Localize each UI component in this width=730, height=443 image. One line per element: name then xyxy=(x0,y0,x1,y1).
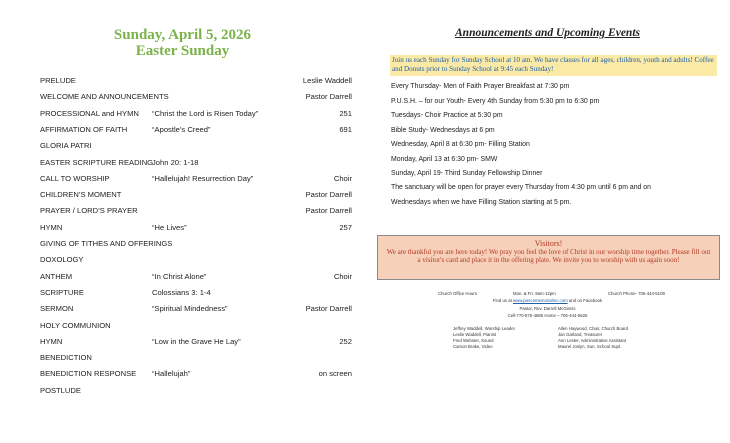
order-row xyxy=(40,386,352,400)
announcements-panel xyxy=(365,0,730,443)
event-line: Tuesdays- Choir Practice at 5:30 pm xyxy=(391,112,503,119)
staff-entry: Ann Lester, Administrative Assistant xyxy=(558,338,627,343)
order-item: ANTHEM xyxy=(40,271,73,281)
order-leader: Pastor Darrell xyxy=(305,206,352,216)
order-detail: Colossians 3: 1-4 xyxy=(152,287,211,297)
order-row xyxy=(40,353,352,367)
order-leader: 252 xyxy=(339,336,352,346)
order-detail: “Low in the Grave He Lay” xyxy=(152,336,241,346)
order-detail: “He Lives” xyxy=(152,222,187,232)
staff-entry: Allen Haywood, Chair, Church Board xyxy=(558,326,628,331)
find-us-suffix: and on Facebook xyxy=(568,298,603,303)
order-row xyxy=(40,109,352,123)
order-row xyxy=(40,141,352,155)
order-row xyxy=(40,288,352,302)
church-phone: Church Phone- 706-444-5108 xyxy=(608,291,665,296)
order-detail: “Hallelujah” xyxy=(152,369,191,379)
pastor-name: Pastor, Rev. Darrell McGinnis xyxy=(519,306,576,311)
order-row xyxy=(40,125,352,139)
order-item: PRAYER / LORD’S PRAYER xyxy=(40,206,138,216)
find-us-line xyxy=(365,298,730,303)
order-row xyxy=(40,76,352,90)
staff-entry: Fred Webster, Sound xyxy=(453,338,494,343)
order-row xyxy=(40,92,352,106)
order-detail: “Spiritual Mindedness” xyxy=(152,304,228,314)
order-item: HYMN xyxy=(40,336,63,346)
order-row xyxy=(40,190,352,204)
order-row xyxy=(40,206,352,220)
announcements-title: Announcements and Upcoming Events xyxy=(455,27,640,39)
order-detail: “Hallelujah! Resurrection Day” xyxy=(152,173,254,183)
order-row xyxy=(40,255,352,269)
order-leader: Pastor Darrell xyxy=(305,304,352,314)
order-item: PROCESSIONAL and HYMN xyxy=(40,108,139,118)
event-line: Wednesdays when we have Filling Station starting at 5 pm. xyxy=(391,199,572,206)
order-item: HYMN xyxy=(40,222,63,232)
event-line: Every Thursday- Men of Faith Prayer Breakfast at 7:30 pm xyxy=(391,83,570,90)
order-item: POSTLUDE xyxy=(40,385,81,395)
order-leader: on screen xyxy=(318,369,352,379)
order-detail: “Christ the Lord is Risen Today” xyxy=(152,108,259,118)
find-us-prefix: Find us at xyxy=(492,298,512,303)
event-line: Monday, April 13 at 6:30 pm- SMW xyxy=(391,156,498,163)
staff-entry: Jan Garland, Treasurer xyxy=(558,332,603,337)
event-line: P.U.S.H. – for our Youth- Every 4th Sunday from 5:30 pm to 6:30 pm xyxy=(391,98,600,105)
order-row xyxy=(40,369,352,383)
staff-entry: Carson Brake, Video xyxy=(453,344,493,349)
order-item: SCRIPTURE xyxy=(40,287,84,297)
order-detail: “Apostle’s Creed” xyxy=(152,124,211,134)
order-leader: 251 xyxy=(339,108,352,118)
office-hours: Mon. & Fri. 9am-12pm xyxy=(513,291,556,296)
order-item: AFFIRMATION OF FAITH xyxy=(40,124,128,134)
event-line: Sunday, April 19- Third Sunday Fellowship Dinner xyxy=(391,170,543,177)
order-row xyxy=(40,158,352,172)
order-item: WELCOME AND ANNOUNCEMENTS xyxy=(40,92,169,102)
order-leader: 691 xyxy=(339,124,352,134)
order-item: HOLY COMMUNION xyxy=(40,320,111,330)
order-item: CHILDREN’S MOMENT xyxy=(40,190,122,200)
website-link[interactable]: www.piercememorialmc.com xyxy=(512,298,568,303)
order-detail: “In Christ Alone” xyxy=(152,271,207,281)
order-leader: Leslie Waddell xyxy=(302,76,352,85)
order-leader: 257 xyxy=(339,222,352,232)
order-row xyxy=(40,174,352,188)
order-row xyxy=(40,337,352,351)
event-line: Wednesday, April 8 at 6:30 pm- Filling Station xyxy=(391,141,530,148)
order-item: DOXOLOGY xyxy=(40,255,84,265)
service-date: Sunday, April 5, 2026 xyxy=(113,27,252,43)
order-item: GIVING OF TITHES AND OFFERINGS xyxy=(40,239,173,248)
order-item: SERMON xyxy=(40,304,74,314)
order-leader: Pastor Darrell xyxy=(305,190,352,200)
order-item: GLORIA PATRI xyxy=(40,141,92,151)
service-day-name: Easter Sunday xyxy=(135,43,230,59)
order-leader: Choir xyxy=(333,173,352,183)
office-hours-label: Church Office Hours xyxy=(438,291,477,296)
order-item: PRELUDE xyxy=(40,76,76,85)
visitors-title: Visitors! xyxy=(534,239,563,248)
visitors-box xyxy=(377,235,720,280)
order-item: EASTER SCRIPTURE READING xyxy=(40,157,154,167)
order-detail: John 20: 1-18 xyxy=(152,157,199,167)
order-row xyxy=(40,321,352,335)
order-item: BENEDICTION RESPONSE xyxy=(40,369,137,379)
order-row xyxy=(40,239,352,253)
pastor-phone: Cell-770-876-4885 Home – 706-444-5626 xyxy=(507,313,588,318)
event-line: Bible Study- Wednesdays at 6 pm xyxy=(391,127,495,134)
order-row xyxy=(40,223,352,237)
staff-entry: Leslie Waddell, Pianist xyxy=(453,332,497,337)
order-row xyxy=(40,304,352,318)
staff-entry: Jeffrey Waddell, Worship Leader xyxy=(453,326,516,331)
staff-entry: Maurel Joslyn, Sun. School Supt. xyxy=(558,344,622,349)
order-row xyxy=(40,272,352,286)
visitors-message: We are thankful you are here today! We pray you feel the love of Christ in our worship time together. Please fill out a visitor's card and place it in the offering plate. We invite you to worship with us again soon! xyxy=(386,248,711,265)
order-leader: Choir xyxy=(333,271,352,281)
order-leader: Pastor Darrell xyxy=(305,92,352,102)
order-item: BENEDICTION xyxy=(40,353,92,363)
order-item: CALL TO WORSHIP xyxy=(40,173,110,183)
event-line: The sanctuary will be open for prayer every Thursday from 4:30 pm until 6 pm and on xyxy=(391,184,651,191)
sunday-school-notice: Join us each Sunday for Sunday School at 10 am. We have classes for all ages, children, youth and adults! Coffee and Donuts prior to Sunday School at 9:45 each Sunday! xyxy=(390,55,717,76)
